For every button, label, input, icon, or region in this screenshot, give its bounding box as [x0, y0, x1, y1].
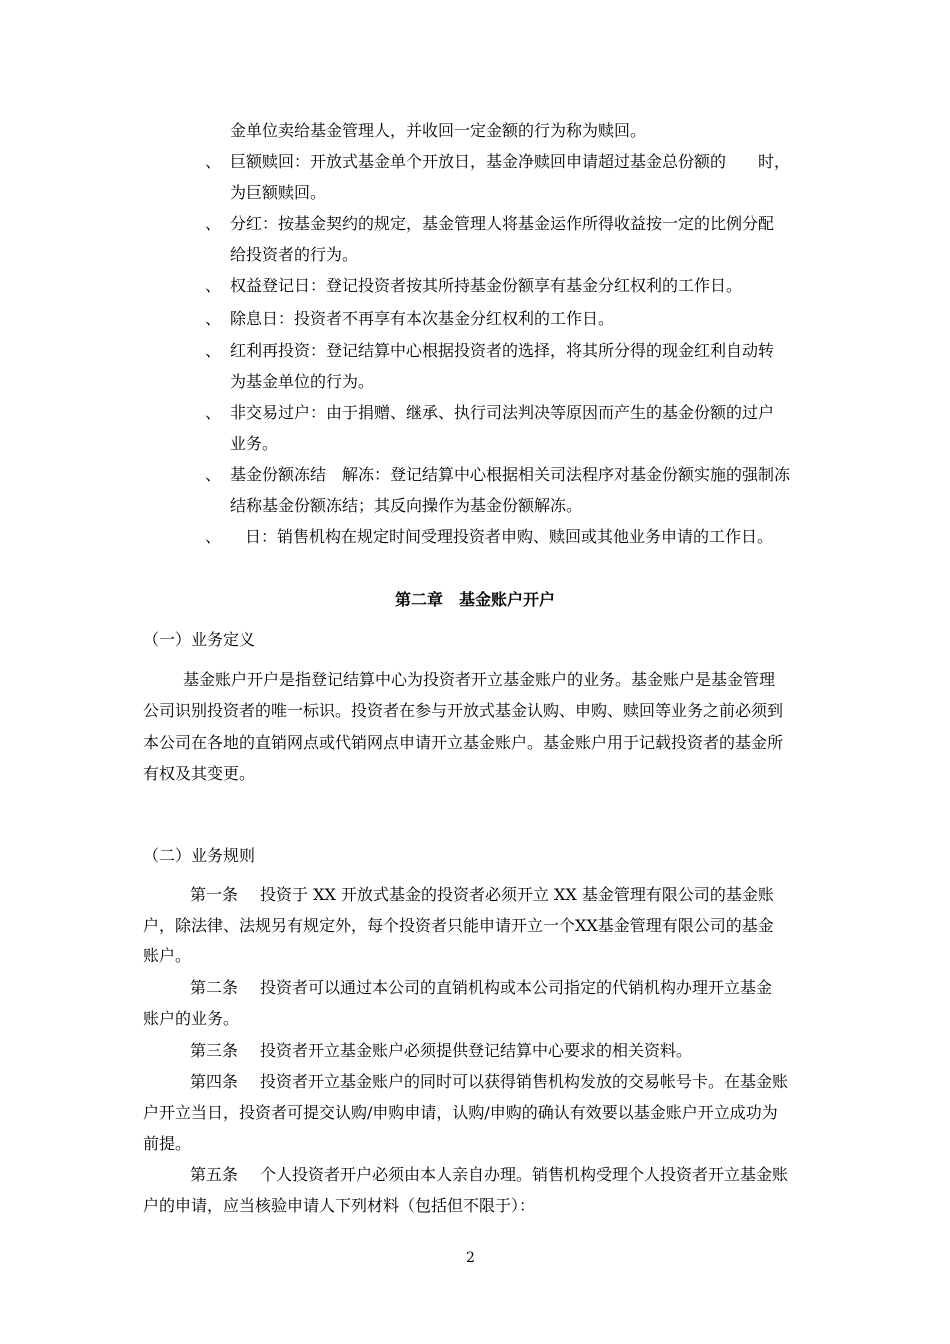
list-marker: 、 [205, 152, 222, 171]
list-marker: 、 [205, 309, 222, 328]
definition-item: 非交易过户：由于捐赠、继承、执行司法判决等原因而产生的基金份额的过户 [230, 403, 775, 422]
article-label: 第四条 [190, 1072, 239, 1091]
article-text: 户，除法律、法规另有规定外，每个投资者只能申请开立一个XX基金管理有限公司的基金 [143, 916, 774, 935]
article-text: 投资者开立基金账户的同时可以获得销售机构发放的交易帐号卡。在基金账 [260, 1072, 789, 1091]
article-text: 投资者可以通过本公司的直销机构或本公司指定的代销机构办理开立基金 [260, 978, 773, 997]
section-heading: （一）业务定义 [143, 630, 256, 649]
article-text: 户开立当日，投资者可提交认购/申购申请，认购/申购的确认有效要以基金账户开立成功为 [143, 1103, 778, 1122]
list-marker: 、 [205, 341, 222, 360]
definition-item: 为基金单位的行为。 [230, 372, 375, 391]
list-marker: 、 [205, 527, 222, 546]
definition-item: 给投资者的行为。 [230, 245, 359, 264]
definition-item: 红利再投资：登记结算中心根据投资者的选择，将其所分得的现金红利自动转 [230, 341, 775, 360]
paragraph-line: 有权及其变更。 [143, 764, 256, 783]
article-text: 投资者开立基金账户必须提供登记结算中心要求的相关资料。 [260, 1041, 693, 1060]
definition-item: 基金份额冻结 解冻：登记结算中心根据相关司法程序对基金份额实施的强制冻 [230, 465, 791, 484]
definition-item: 为巨额赎回。 [230, 183, 327, 202]
article-text: 账户。 [143, 946, 192, 965]
chapter-title: 第二章 基金账户开户 [394, 590, 555, 609]
article-label: 第五条 [190, 1165, 239, 1184]
list-marker: 、 [205, 276, 222, 295]
definition-item: 除息日：投资者不再享有本次基金分红权利的工作日。 [230, 309, 615, 328]
article-label: 第二条 [190, 978, 239, 997]
article-text: 个人投资者开户必须由本人亲自办理。销售机构受理个人投资者开立基金账 [260, 1165, 789, 1184]
list-marker: 、 [205, 403, 222, 422]
paragraph-line: 基金账户开户是指登记结算中心为投资者开立基金账户的业务。基金账户是基金管理 [183, 670, 776, 689]
definition-item: 分红：按基金契约的规定，基金管理人将基金运作所得收益按一定的比例分配 [230, 214, 775, 233]
definition-continuation: 金单位卖给基金管理人，并收回一定金额的行为称为赎回。 [230, 121, 647, 140]
article-text: 户的申请，应当核验申请人下列材料（包括但不限于）： [143, 1196, 536, 1215]
list-marker: 、 [205, 465, 222, 484]
definition-item: 业务。 [230, 434, 279, 453]
paragraph-line: 本公司在各地的直销网点或代销网点申请开立基金账户。基金账户用于记载投资者的基金所 [143, 733, 784, 752]
paragraph-line: 公司识别投资者的唯一标识。投资者在参与开放式基金认购、申购、赎回等业务之前必须到 [143, 701, 784, 720]
definition-item: 日：销售机构在规定时间受理投资者申购、赎回或其他业务申请的工作日。 [245, 527, 774, 546]
article-text: 前提。 [143, 1134, 192, 1153]
list-marker: 、 [205, 214, 222, 233]
article-label: 第一条 [190, 885, 239, 904]
definition-item: 权益登记日：登记投资者按其所持基金份额享有基金分红权利的工作日。 [230, 276, 743, 295]
page-number: 2 [466, 1250, 475, 1266]
definition-item: 结称基金份额冻结；其反向操作为基金份额解冻。 [230, 496, 583, 515]
article-text: 投资于 XX 开放式基金的投资者必须开立 XX 基金管理有限公司的基金账 [260, 885, 774, 904]
section-heading: （二）业务规则 [143, 846, 256, 865]
definition-item: 巨额赎回：开放式基金单个开放日，基金净赎回申请超过基金总份额的 时， [230, 152, 791, 171]
article-text: 账户的业务。 [143, 1009, 240, 1028]
article-label: 第三条 [190, 1041, 239, 1060]
